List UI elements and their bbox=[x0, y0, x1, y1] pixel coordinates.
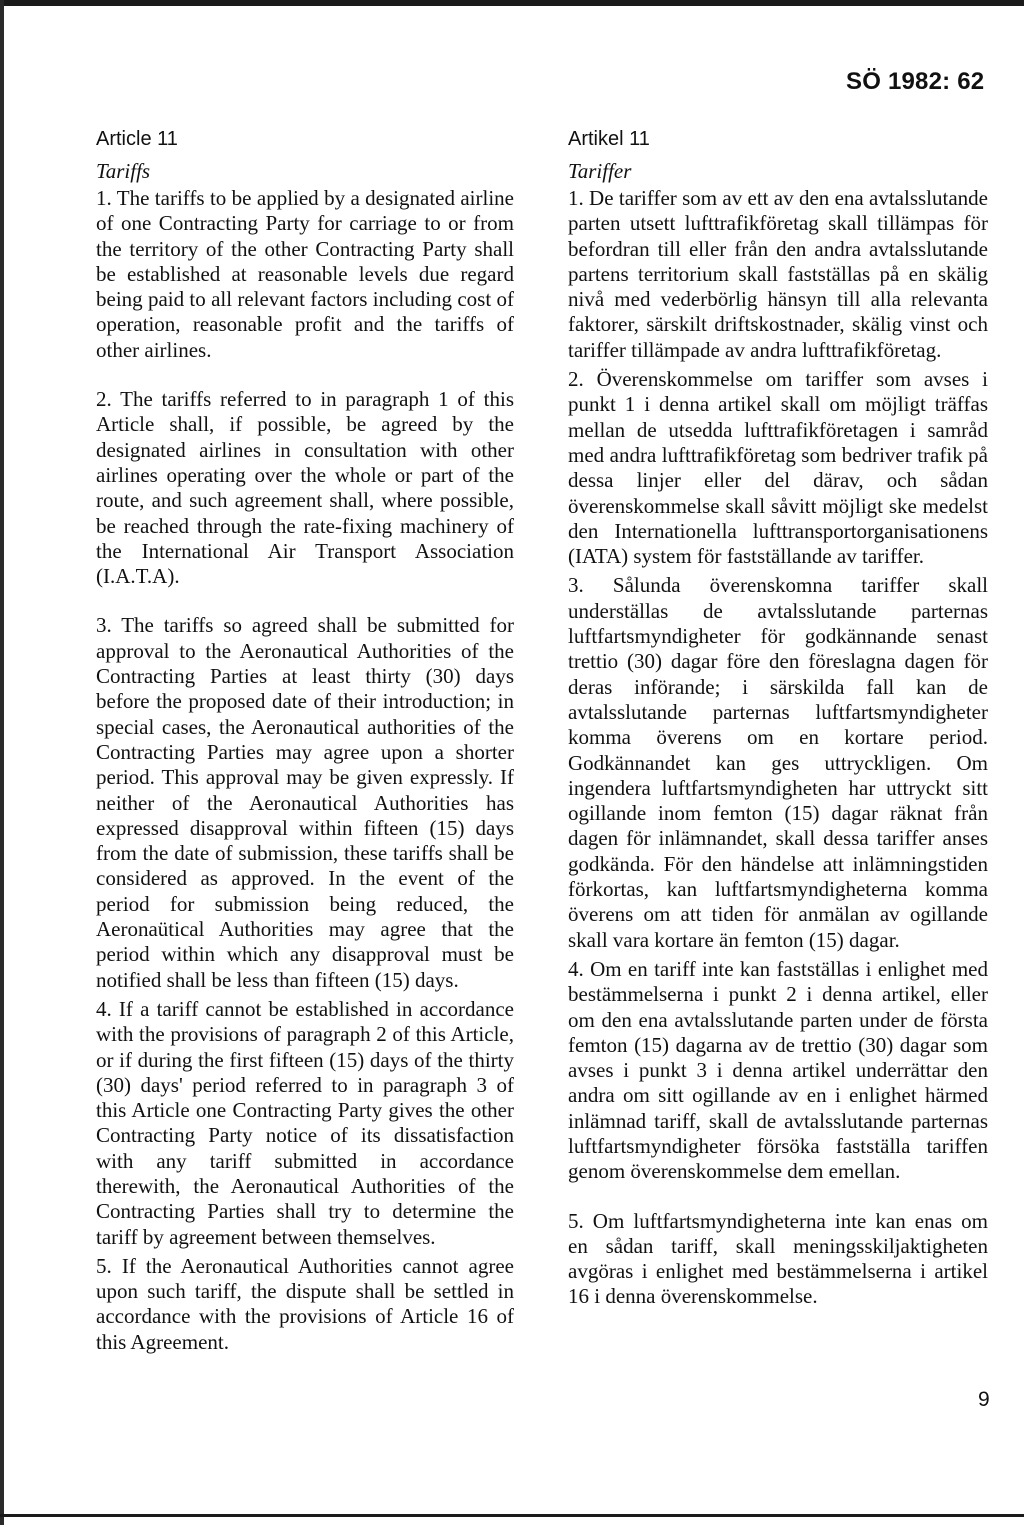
swedish-paragraph-2: 2. Överenskommelse om tariffer som avses i punkt 1 i denna artikel skall om möjligt träffas mellan de utsedda lufttrafikföretagen i samråd med andra lufttrafikföretag som bedriver trafik på dessa linjer eller del därav, och sådan överenskommelse skall såvitt möjligt ske medelst den Internationella lufttransportorganisationens (IATA) system för fastställande av tariffer. bbox=[568, 367, 988, 569]
swedish-article-subheading: Tariffer bbox=[568, 159, 632, 183]
english-paragraph-2: 2. The tariffs referred to in paragraph 1 of this Article shall, if possible, be agreed by the designated airlines in consultation with other airlines operating over the whole or part of the route, and such agreement shall, where possible, be reached through the rate-fixing machinery of the International Air Transport Association (I.A.T.A). bbox=[96, 387, 514, 589]
swedish-article-heading: Artikel 11 bbox=[568, 128, 650, 150]
left-border-rule bbox=[0, 0, 4, 1525]
page-number: 9 bbox=[978, 1388, 990, 1411]
english-paragraph-1: 1. The tariffs to be applied by a designated airline of one Contracting Party for carriage to or from the territory of the other Contracting Party shall be established at reasonable levels due regard being paid to all relevant factors including cost of operation, reasonable profit and the tariffs of other airlines. bbox=[96, 186, 514, 362]
swedish-paragraph-4: 4. Om en tariff inte kan fastställas i enlighet med bestämmelserna i punkt 2 i denna artikel, eller om den ena avtalsslutande parten under de första femton (15) dagarna av de trettio (30) dagar som avses i punkt 3 i denna artikel underrättar den andra om sitt ogillande av en i enlighet härmed inlämnad tariff, skall de avtalsslutande parternas luftfartsmyndigheter försöka fastställa tariffen genom överenskommelse dem emellan. bbox=[568, 956, 988, 1184]
english-article-heading: Article 11 bbox=[96, 128, 178, 150]
bottom-border-rule bbox=[0, 1514, 1024, 1517]
swedish-paragraph-5: 5. Om luftfartsmyndigheterna inte kan enas om en sådan tariff, skall meningsskiljaktigheten avgöras i enlighet med bestämmelserna i artikel 16 i denna överenskommelse. bbox=[568, 1208, 988, 1309]
english-paragraph-4: 4. If a tariff cannot be established in accordance with the provisions of paragraph 2 of this Article, or if during the first fifteen (15) days of the thirty (30) days' period referred to in paragraph 3 of this Article one Contracting Party gives the other Contracting Party notice of its dissatisfaction with any tariff submitted in accordance therewith, the Aeronautical Authorities of the Contracting Parties shall try to determine the tariff by agreement between themselves. bbox=[96, 996, 514, 1249]
swedish-column bbox=[568, 126, 988, 1310]
english-paragraph-3: 3. The tariffs so agreed shall be submitted for approval to the Aeronautical Authorities of the Contracting Parties at least thirty (30) days before the proposed date of their introduction; in special cases, the Aeronautical authorities of the Contracting Parties may agree upon a shorter period. This approval may be given expressly. If neither of the Aeronautical Authorities has expressed disapproval within fifteen (15) days from the date of submission, these tariffs shall be considered as approved. In the event of the period for submission being reduced, the Aeronaütical Authorities may agree that the period within which any disapproval must be notified shall be less than fifteen (15) days. bbox=[96, 613, 514, 992]
top-border-rule bbox=[0, 0, 1024, 6]
english-paragraph-5: 5. If the Aeronautical Authorities cannot agree upon such tariff, the dispute shall be settled in accordance with the provisions of Article 16 of this Agreement. bbox=[96, 1253, 514, 1354]
swedish-paragraph-3: 3. Sålunda överenskomna tariffer skall underställas de avtalsslutande parternas luftfartsmyndigheter för godkännande senast trettio (30) dagar före den föreslagna dagen för deras införande; i särskilda fall kan de avtalsslutande parternas luftfartsmyndigheter komma överens om en kortare period. Godkännandet kan ges uttryckligen. Om ingendera luftfartsmyndigheten har uttryckt sitt ogillande inom femton (15) dagar räknat från dagen för inlämnandet, skall dessa tariffer anses godkända. För den händelse att inlämningstiden förkortas, kan luftfartsmyndigheterna komma överens om att tiden för anmälan av ogillande skall vara kortare än femton (15) dagar. bbox=[568, 573, 988, 952]
document-reference: SÖ 1982: 62 bbox=[846, 68, 985, 95]
english-column bbox=[96, 126, 514, 1355]
swedish-paragraph-1: 1. De tariffer som av ett av den ena avtalsslutande parten utsett lufttrafikföretag skall tillämpas för befordran till eller från den andra avtalsslutande partens territorium skall fastställas på en skälig nivå med vederbörlig hänsyn till alla relevanta faktorer, särskilt driftskostnader, skälig vinst och tariffer tillämpade av andra lufttrafikföretag. bbox=[568, 186, 988, 362]
english-article-subheading: Tariffs bbox=[96, 159, 151, 183]
